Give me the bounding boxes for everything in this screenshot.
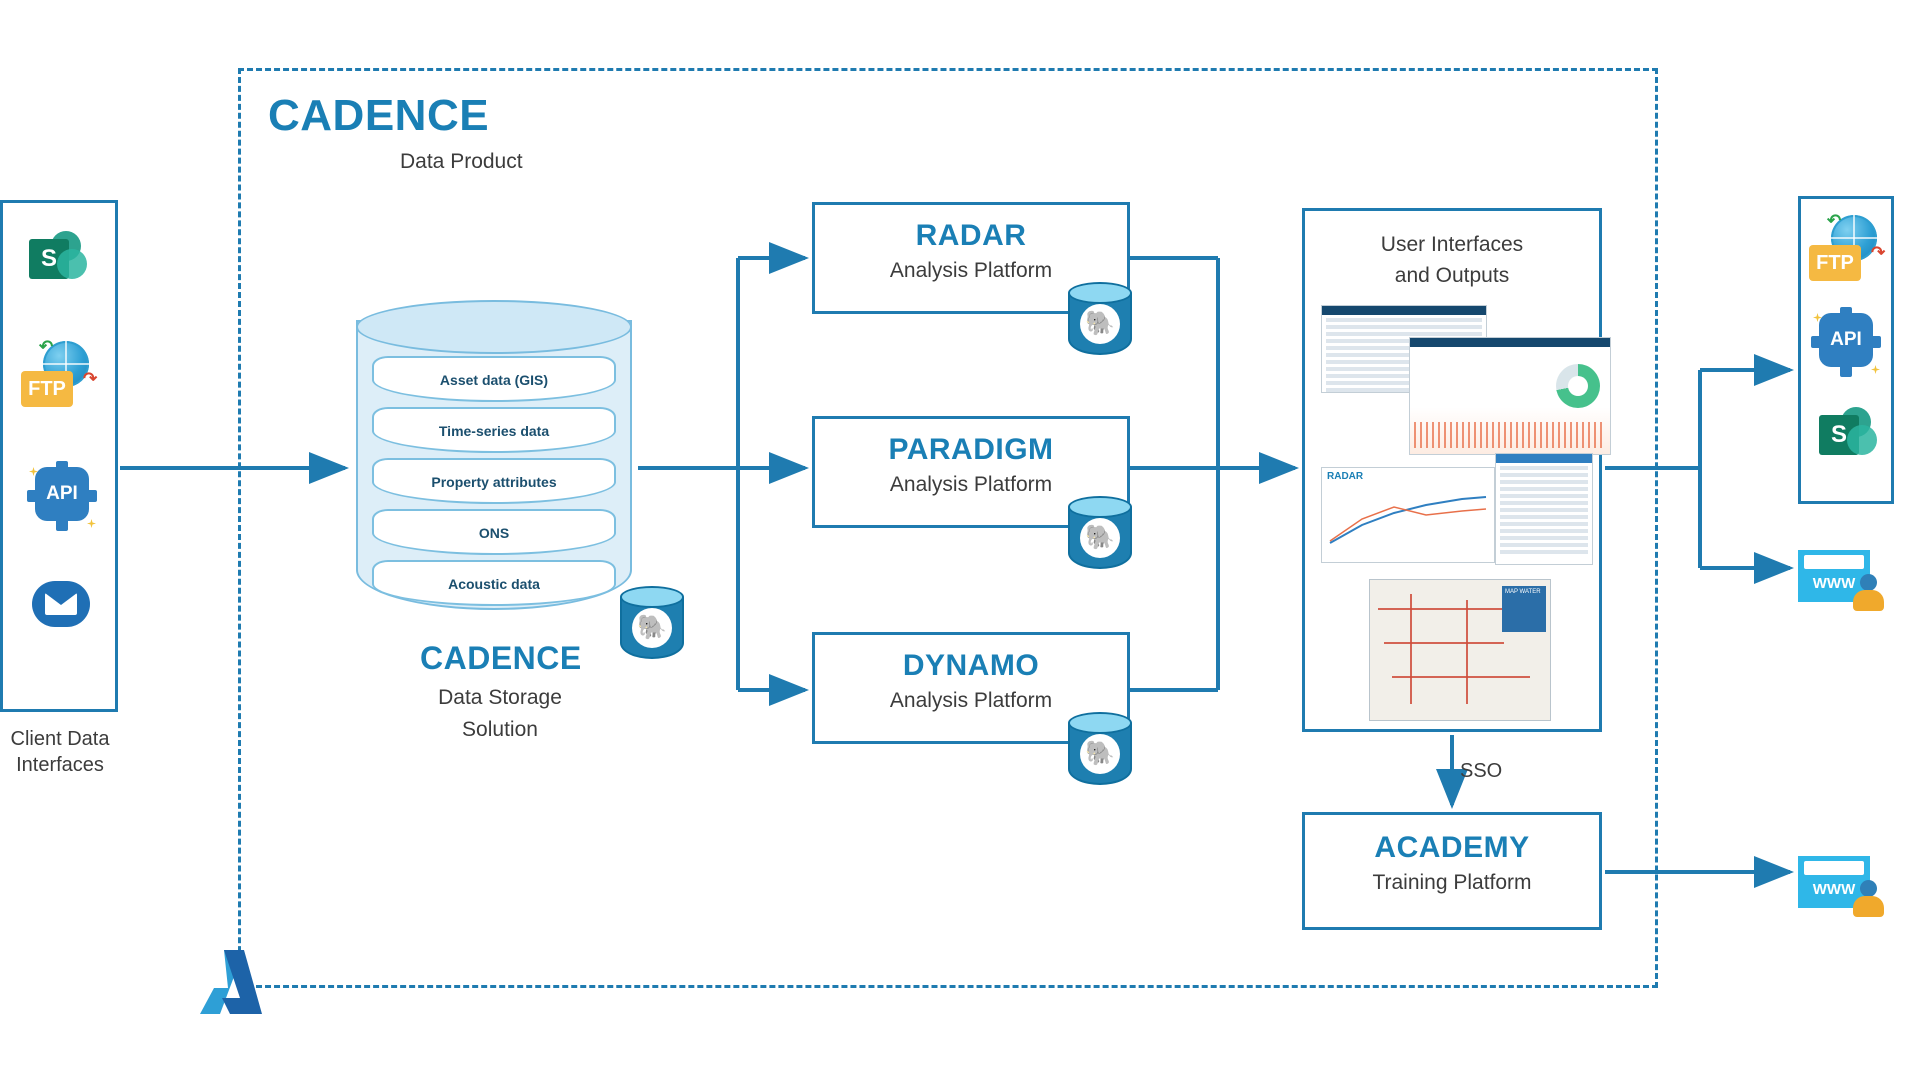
postgres-icon: 🐘 bbox=[1068, 282, 1132, 358]
storage-sub-line1: Data Storage bbox=[438, 686, 562, 709]
postgres-icon: 🐘 bbox=[620, 586, 684, 662]
screenshot-chart bbox=[1409, 337, 1611, 455]
outputs-title bbox=[1305, 229, 1599, 291]
api-icon bbox=[1811, 307, 1881, 377]
storage-layer: Property attributes bbox=[372, 458, 616, 504]
user-avatar bbox=[1852, 880, 1886, 918]
postgres-icon: 🐘 bbox=[1068, 712, 1132, 788]
storage-layer: ONS bbox=[372, 509, 616, 555]
data-storage-cylinder bbox=[356, 300, 632, 620]
user-avatar bbox=[1852, 574, 1886, 612]
storage-brand-label: CADENCE bbox=[420, 640, 582, 676]
storage-layer: Acoustic data bbox=[372, 560, 616, 606]
screenshot-grid bbox=[1495, 453, 1593, 565]
client-label-line2: Interfaces bbox=[16, 754, 104, 776]
page-title: CADENCE bbox=[268, 91, 490, 140]
screenshot-radar-curve bbox=[1321, 467, 1495, 563]
sharepoint-icon bbox=[1819, 407, 1877, 465]
sharepoint-icon-label: S bbox=[1819, 415, 1859, 455]
api-icon bbox=[27, 461, 97, 531]
outputs-title-line2: and Outputs bbox=[1394, 264, 1510, 287]
academy-sub: Training Platform bbox=[1372, 871, 1532, 894]
postgres-icon: 🐘 bbox=[1068, 496, 1132, 572]
www-icon-label: WWW bbox=[1812, 881, 1856, 898]
sharepoint-icon-label: S bbox=[29, 239, 69, 279]
storage-sub-label bbox=[400, 682, 600, 746]
client-output-interfaces-box bbox=[1798, 196, 1894, 504]
academy-card[interactable] bbox=[1302, 812, 1602, 930]
storage-layer: Asset data (GIS) bbox=[372, 356, 616, 402]
map-legend-label: MAP WATER bbox=[1505, 589, 1541, 595]
platform-sub: Analysis Platform bbox=[889, 689, 1053, 712]
email-icon bbox=[32, 581, 90, 627]
ftp-icon-label: FTP bbox=[21, 371, 73, 407]
storage-layer: Time-series data bbox=[372, 407, 616, 453]
sharepoint-icon bbox=[29, 231, 87, 289]
platform-name: RADAR bbox=[915, 219, 1027, 252]
client-label-line1: Client Data bbox=[10, 728, 110, 750]
screenshot-curve bbox=[1322, 485, 1494, 551]
ftp-icon: ↶ ↷ FTP bbox=[21, 341, 95, 411]
ftp-icon-label: FTP bbox=[1809, 245, 1861, 281]
client-data-interfaces-box bbox=[0, 200, 118, 712]
academy-name: ACADEMY bbox=[1374, 831, 1530, 864]
client-data-interfaces-label bbox=[0, 726, 120, 778]
ftp-icon: ↶ ↷ FTP bbox=[1809, 215, 1883, 285]
user-interfaces-outputs-box bbox=[1302, 208, 1602, 732]
platform-sub: Analysis Platform bbox=[889, 473, 1053, 496]
storage-sub-line2: Solution bbox=[462, 718, 538, 741]
api-icon-label: API bbox=[1819, 313, 1873, 367]
outputs-title-line1: User Interfaces bbox=[1380, 233, 1524, 256]
platform-name: DYNAMO bbox=[902, 649, 1040, 682]
page-subtitle: Data Product bbox=[400, 150, 523, 173]
api-icon-label: API bbox=[35, 467, 89, 521]
map-legend bbox=[1502, 586, 1546, 632]
screenshot-radar-label: RADAR bbox=[1327, 471, 1364, 482]
screenshot-map bbox=[1369, 579, 1551, 721]
sso-label: SSO bbox=[1460, 760, 1503, 782]
platform-name: PARADIGM bbox=[888, 433, 1054, 466]
azure-icon bbox=[200, 950, 252, 1008]
platform-sub: Analysis Platform bbox=[889, 259, 1053, 282]
www-icon-label: WWW bbox=[1812, 575, 1856, 592]
